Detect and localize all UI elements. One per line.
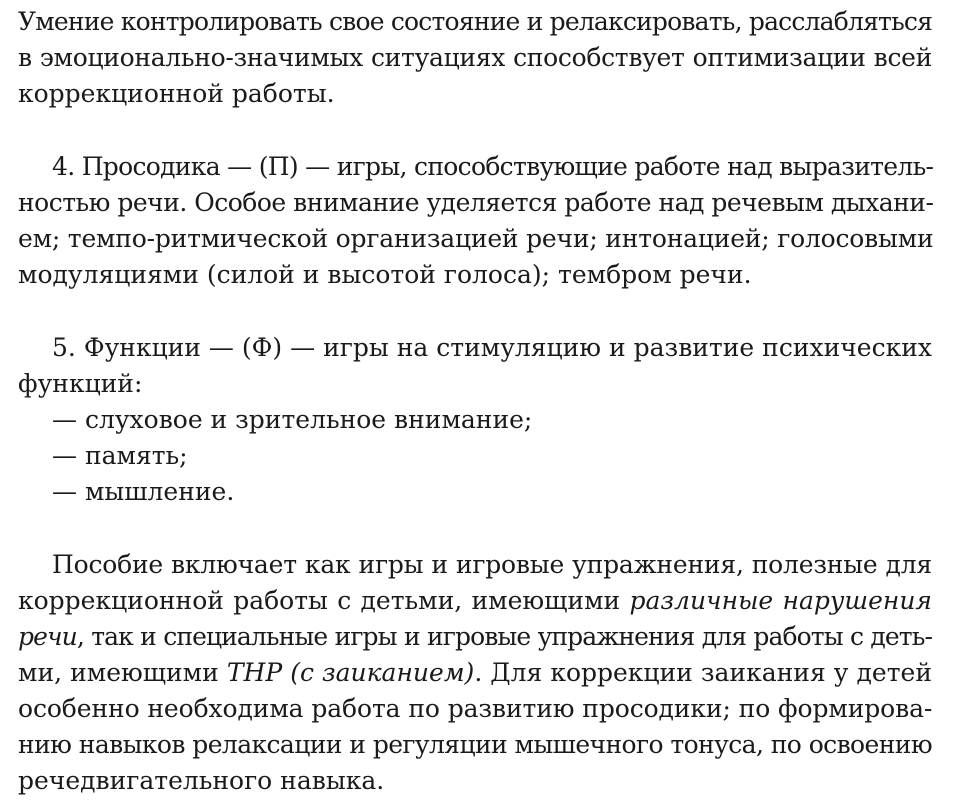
text-run: ми, имеющими: [18, 658, 227, 687]
paragraph-2-line-2: ностью речи. Особое внимание уделяется работе над речевым дыхани-: [18, 188, 934, 217]
paragraph-4-line-2: [18, 583, 932, 619]
paragraph-4-line-4: [18, 655, 932, 691]
paragraph-4-line-5: особенно необходима работа по развитию просодики; по формирова-: [18, 694, 933, 723]
text-run: коррекционной работы с детьми, имеющими: [18, 586, 630, 615]
paragraph-4-line-6: нию навыков релаксации и регуляции мышечного тонуса, по освоению: [18, 730, 932, 759]
paragraph-4-line-1: Пособие включает как игры и игровые упражнения, полезные для: [52, 550, 932, 579]
text-run: . Для коррекции заикания у детей: [474, 658, 932, 687]
paragraph-2-line-3: ем; темпо-ритмической организацией речи; интонацией; голосовыми: [18, 224, 934, 253]
paragraph-1-line-1: Умение контролировать свое состояние и релаксировать, расслабляться: [18, 7, 933, 36]
paragraph-2-line-1: 4. Просодика — (П) — игры, способствующие работе над выразитель-: [52, 152, 934, 181]
italic-text: ТНР (с заиканием): [226, 658, 475, 687]
list-item: — мышление.: [52, 477, 235, 506]
paragraph-4-line-3: [18, 619, 932, 655]
paragraph-1-line-3: коррекционной работы.: [18, 79, 335, 108]
paragraph-1-line-2: в эмоционально-значимых ситуациях способствует оптимизации всей: [18, 43, 932, 72]
list-item: — память;: [52, 441, 188, 470]
list-item: — слуховое и зрительное внимание;: [52, 405, 533, 434]
italic-text: речи: [18, 622, 77, 651]
text-run: , так и специальные игры и игровые упражнения для работы с деть-: [76, 622, 932, 651]
paragraph-2-line-4: модуляциями (силой и высотой голоса); тембром речи.: [18, 260, 752, 289]
paragraph-3-line-1: 5. Функции — (Ф) — игры на стимуляцию и развитие психических: [52, 333, 932, 362]
italic-text: различные нарушения: [629, 586, 932, 615]
paragraph-4-line-7: речедвигательного навыка.: [18, 766, 385, 795]
paragraph-3-line-2: функций:: [18, 369, 143, 398]
